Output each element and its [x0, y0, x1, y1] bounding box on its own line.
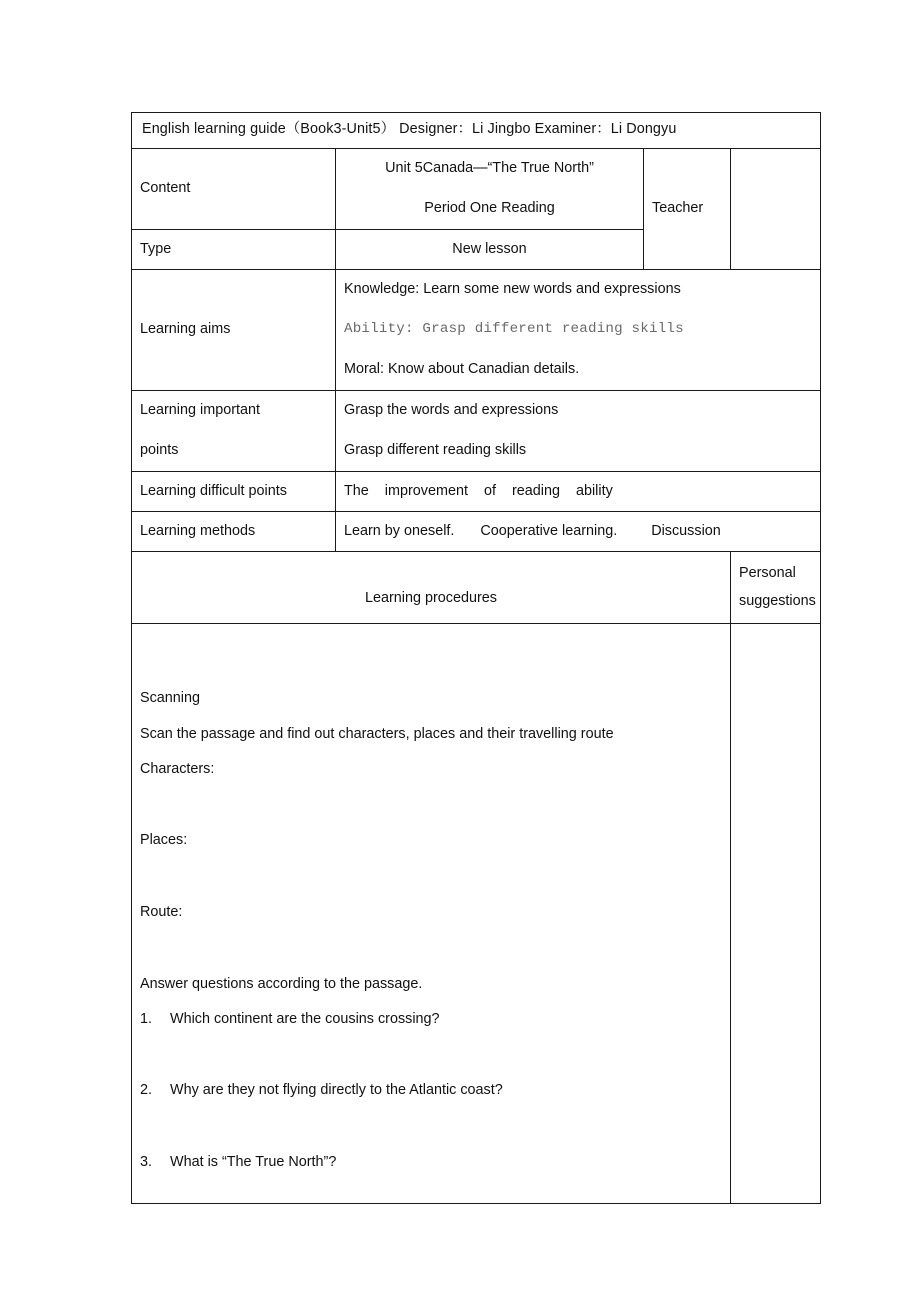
- important-points-label-line1: Learning important: [140, 401, 260, 418]
- table-row-procedures-body: [132, 624, 821, 1204]
- methods-value: [336, 511, 821, 551]
- answer-space-q2[interactable]: [140, 1109, 722, 1145]
- table-row-methods: [132, 511, 821, 551]
- important-points-value: [336, 390, 821, 471]
- table-row-difficult-points: [132, 471, 821, 511]
- methods-value-3: Discussion: [651, 522, 721, 539]
- aims-moral: Moral: Know about Canadian details.: [344, 361, 580, 378]
- scanning-instruction: Scan the passage and find out characters, places and their travelling route: [140, 725, 614, 742]
- content-label: Content: [132, 149, 336, 230]
- personal-suggestions-line1: Personal: [739, 565, 796, 582]
- question-number: 2.: [140, 1082, 153, 1099]
- learning-aims-label: Learning aims: [132, 270, 336, 391]
- banner-text: English learning guide（Book3-Unit5） Designer：Li Jingbo Examiner：Li Dongyu: [142, 121, 677, 138]
- difficult-points-text: The improvement of reading ability: [344, 482, 613, 499]
- table-row-important-points: [132, 390, 821, 471]
- question-item: [140, 1145, 722, 1180]
- answer-prompt: Answer questions according to the passage.: [140, 975, 423, 992]
- type-label: Type: [132, 229, 336, 269]
- methods-value-2: Cooperative learning.: [480, 522, 618, 539]
- scanning-title: Scanning: [140, 690, 201, 707]
- procedures-body-cell: [132, 624, 731, 1204]
- personal-suggestions-header: [731, 552, 821, 624]
- table-row-content: [132, 149, 821, 230]
- answer-space-places[interactable]: [140, 859, 722, 895]
- table-row-procedures-header: [132, 552, 821, 624]
- question-text: Why are they not flying directly to the Atlantic coast?: [170, 1082, 503, 1099]
- question-list: [140, 1002, 722, 1180]
- table-row-banner: [132, 113, 821, 149]
- personal-suggestions-body[interactable]: [731, 624, 821, 1204]
- aims-ability: Ability: Grasp different reading skills: [344, 321, 684, 338]
- banner-cell: [132, 113, 821, 149]
- content-period: Period One Reading: [424, 200, 555, 217]
- question-number: 1.: [140, 1011, 153, 1028]
- difficult-points-value: [336, 471, 821, 511]
- lesson-plan-table: [131, 112, 821, 1204]
- teacher-value[interactable]: [731, 149, 821, 270]
- learning-aims-value: [336, 270, 821, 391]
- content-value: [336, 149, 644, 230]
- methods-label: Learning methods: [132, 511, 336, 551]
- field-characters: Characters:: [140, 761, 215, 778]
- aims-knowledge: Knowledge: Learn some new words and expressions: [344, 281, 681, 298]
- important-points-label: [132, 390, 336, 471]
- table-row-learning-aims: [132, 270, 821, 391]
- type-value: New lesson: [336, 229, 644, 269]
- question-item: [140, 1002, 722, 1037]
- question-item: [140, 1073, 722, 1108]
- field-places: Places:: [140, 832, 188, 849]
- question-number: 3.: [140, 1153, 153, 1170]
- procedures-header-cell: [132, 552, 731, 624]
- question-text: Which continent are the cousins crossing?: [170, 1011, 440, 1028]
- procedures-title: Learning procedures: [364, 590, 497, 607]
- important-points-label-line2: points: [140, 442, 179, 459]
- content-title: Unit 5Canada—“The True North”: [385, 160, 594, 176]
- important-points-value-line2: Grasp different reading skills: [344, 442, 527, 459]
- difficult-points-label: Learning difficult points: [132, 471, 336, 511]
- important-points-value-line1: Grasp the words and expressions: [344, 401, 559, 418]
- field-route: Route:: [140, 903, 183, 920]
- answer-space-characters[interactable]: [140, 787, 722, 823]
- procedures-body-content: [140, 647, 722, 1180]
- question-text: What is “The True North”?: [170, 1153, 337, 1170]
- answer-space-route[interactable]: [140, 930, 722, 967]
- answer-space-q1[interactable]: [140, 1037, 722, 1073]
- methods-value-1: Learn by oneself.: [344, 522, 455, 539]
- personal-suggestions-line2: suggestions: [739, 592, 816, 609]
- teacher-label: Teacher: [644, 149, 731, 270]
